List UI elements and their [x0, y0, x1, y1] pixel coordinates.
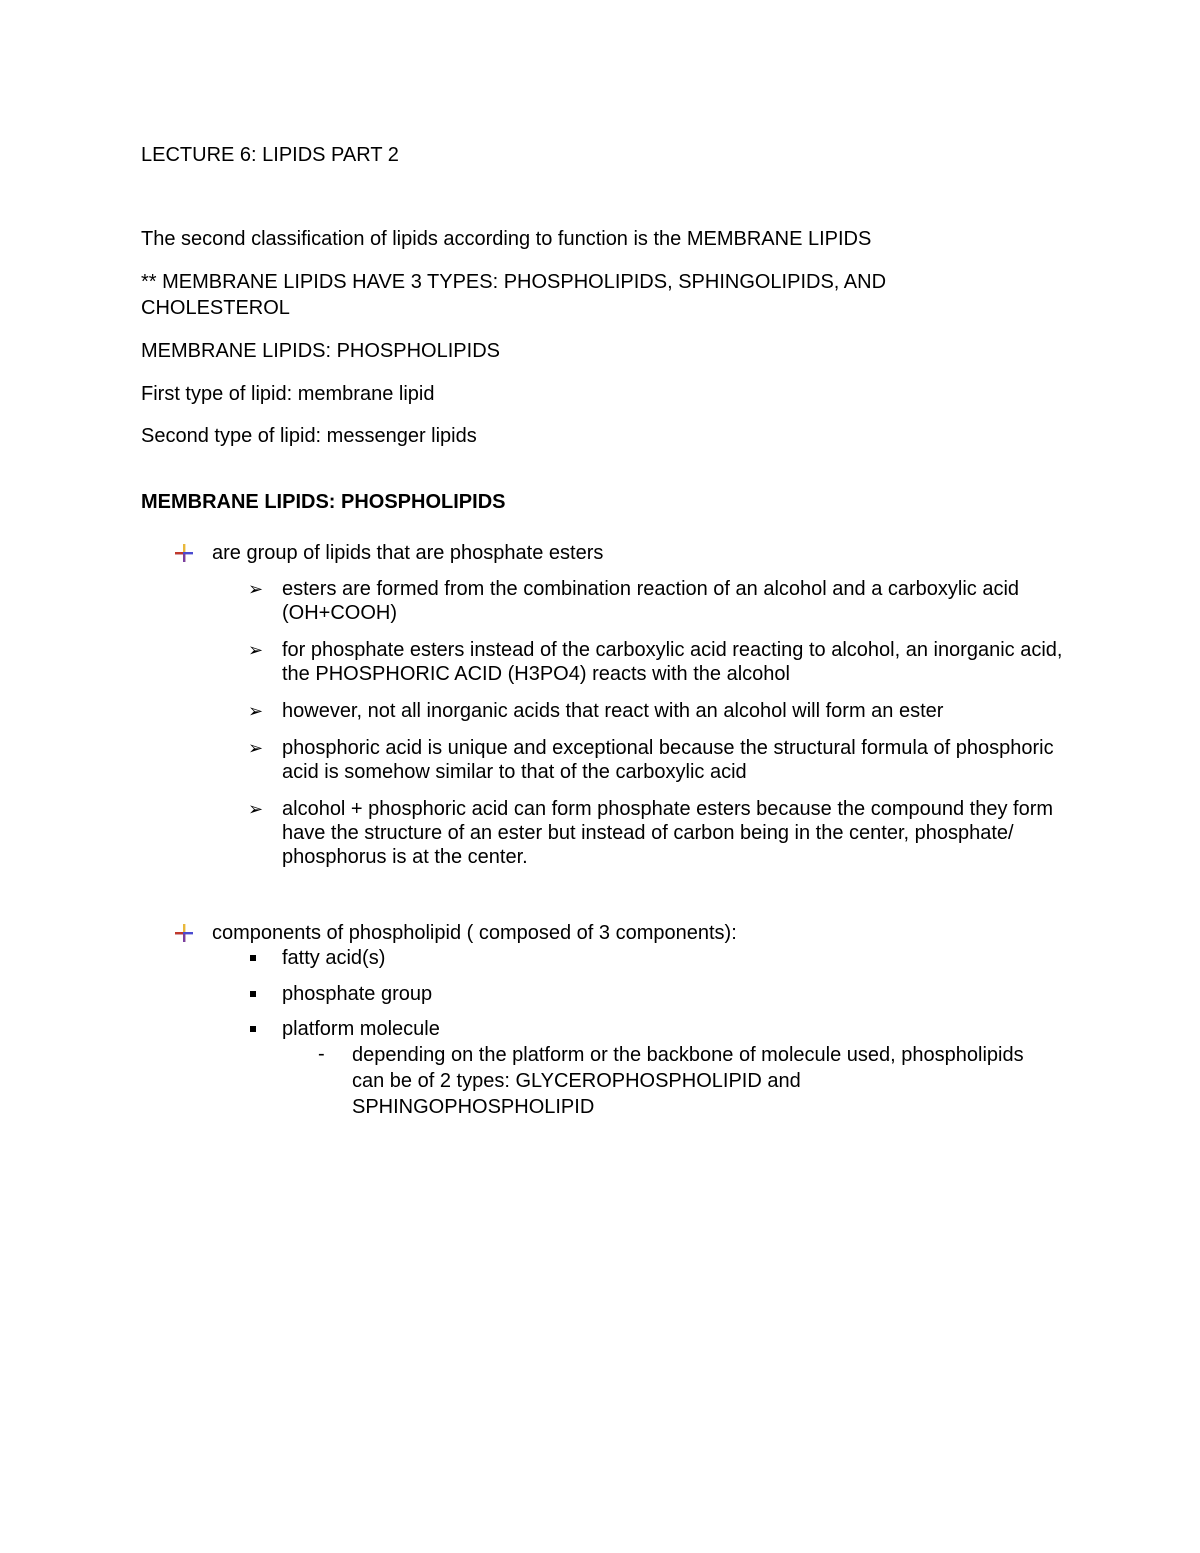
section-heading: MEMBRANE LIPIDS: PHOSPHOLIPIDS [141, 491, 506, 513]
arrow-bullet-icon: ➢ [248, 738, 264, 758]
arrow-bullet-icon: ➢ [248, 579, 264, 599]
arrow-bullet-icon: ➢ [248, 799, 264, 819]
sub-item-text: phosphoric acid is unique and exceptional because the structural formula of phosphoric acid is somehow similar to that of the carboxylic acid [282, 737, 1054, 783]
arrow-bullet-icon: ➢ [248, 701, 264, 721]
types-line-2: CHOLESTEROL [141, 297, 290, 319]
intro-paragraph: The second classification of lipids according to function is the MEMBRANE LIPIDS [141, 228, 872, 250]
section2-bullet-text: components of phospholipid ( composed of 3 components): [212, 922, 737, 944]
document-title: LECTURE 6: LIPIDS PART 2 [141, 144, 399, 166]
square-bullet-icon [250, 955, 256, 961]
sub-item-text: esters are formed from the combination reaction of an alcohol and a carboxylic acid (OH+COOH) [282, 578, 1020, 624]
sub-item-text: for phosphate esters instead of the carboxylic acid reacting to alcohol, an inorganic acid, the PHOSPHORIC ACID (H3PO4) reacts with the alcohol [282, 639, 1063, 685]
dash-item-text: depending on the platform or the backbone of molecule used, phospholipids can be of 2 types: GLYCEROPHOSPHOLIPID and SPHINGOPHOSPHOLIPID [352, 1044, 1024, 1118]
subheading-plain: MEMBRANE LIPIDS: PHOSPHOLIPIDS [141, 340, 500, 362]
sub-item-text: alcohol + phosphoric acid can form phosphate esters because the compound they form have the structure of an ester but instead of carbon being in the center, phosphate/ phosphorus is at the center. [282, 798, 1054, 868]
component-text: fatty acid(s) [282, 947, 386, 969]
square-bullet-icon [250, 991, 256, 997]
arrow-bullet-icon: ➢ [248, 640, 264, 660]
dash-bullet: - [318, 1043, 325, 1065]
sub-item-text: however, not all inorganic acids that react with an alcohol will form an ester [282, 700, 944, 722]
section1-bullet-text: are group of lipids that are phosphate esters [212, 542, 604, 564]
square-bullet-icon [250, 1026, 256, 1032]
types-line-1: ** MEMBRANE LIPIDS HAVE 3 TYPES: PHOSPHOLIPIDS, SPHINGOLIPIDS, AND [141, 271, 887, 293]
second-type-line: Second type of lipid: messenger lipids [141, 425, 477, 447]
first-type-line: First type of lipid: membrane lipid [141, 383, 435, 405]
component-text: platform molecule [282, 1018, 440, 1040]
four-point-star-bullet-icon [174, 543, 194, 563]
four-point-star-bullet-icon [174, 923, 194, 943]
component-text: phosphate group [282, 983, 433, 1005]
